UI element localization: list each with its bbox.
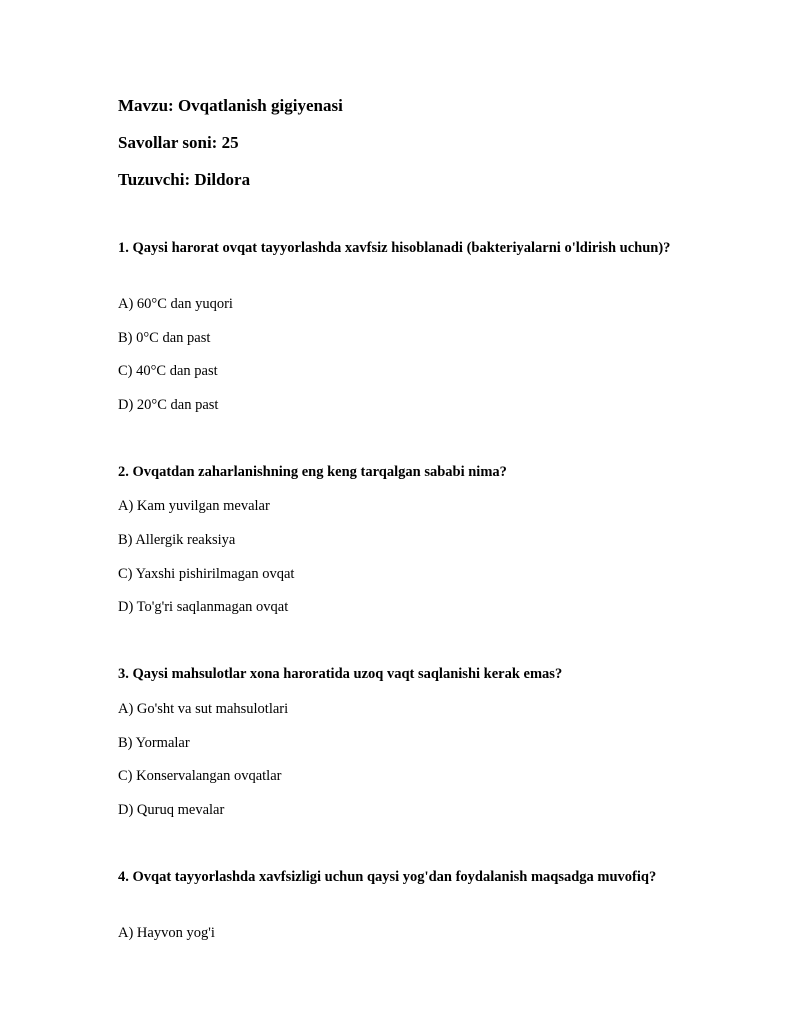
topic-heading: Mavzu: Ovqatlanish gigiyenasi	[118, 96, 343, 115]
question-1-option-c: C) 40°C dan past	[118, 363, 218, 379]
question-3-text: 3. Qaysi mahsulotlar xona haroratida uzoq vaqt saqlanishi kerak emas?	[118, 666, 563, 682]
author-heading: Tuzuvchi: Dildora	[118, 170, 251, 189]
question-3-option-d: D) Quruq mevalar	[118, 802, 225, 818]
question-4-option-a: A) Hayvon yog'i	[118, 925, 215, 941]
question-2-option-b: B) Allergik reaksiya	[118, 532, 236, 548]
question-3-option-a: A) Go'sht va sut mahsulotlari	[118, 701, 289, 717]
question-2-option-d: D) To'g'ri saqlanmagan ovqat	[118, 599, 289, 615]
question-4-text: 4. Ovqat tayyorlashda xavfsizligi uchun qaysi yog'dan foydalanish maqsadga muvofiq?	[118, 869, 657, 885]
question-1-option-d: D) 20°C dan past	[118, 397, 219, 413]
question-1-text: 1. Qaysi harorat ovqat tayyorlashda xavfsiz hisoblanadi (bakteriyalarni o'ldirish uchun)?	[118, 240, 671, 256]
question-1-option-b: B) 0°C dan past	[118, 330, 211, 346]
question-2-option-c: C) Yaxshi pishirilmagan ovqat	[118, 566, 295, 582]
question-3-option-b: B) Yormalar	[118, 735, 190, 751]
question-3-option-c: C) Konservalangan ovqatlar	[118, 768, 282, 784]
question-1-option-a: A) 60°C dan yuqori	[118, 296, 233, 312]
question-count-heading: Savollar soni: 25	[118, 133, 239, 152]
question-2-text: 2. Ovqatdan zaharlanishning eng keng tarqalgan sababi nima?	[118, 464, 507, 480]
question-2-option-a: A) Kam yuvilgan mevalar	[118, 498, 270, 514]
